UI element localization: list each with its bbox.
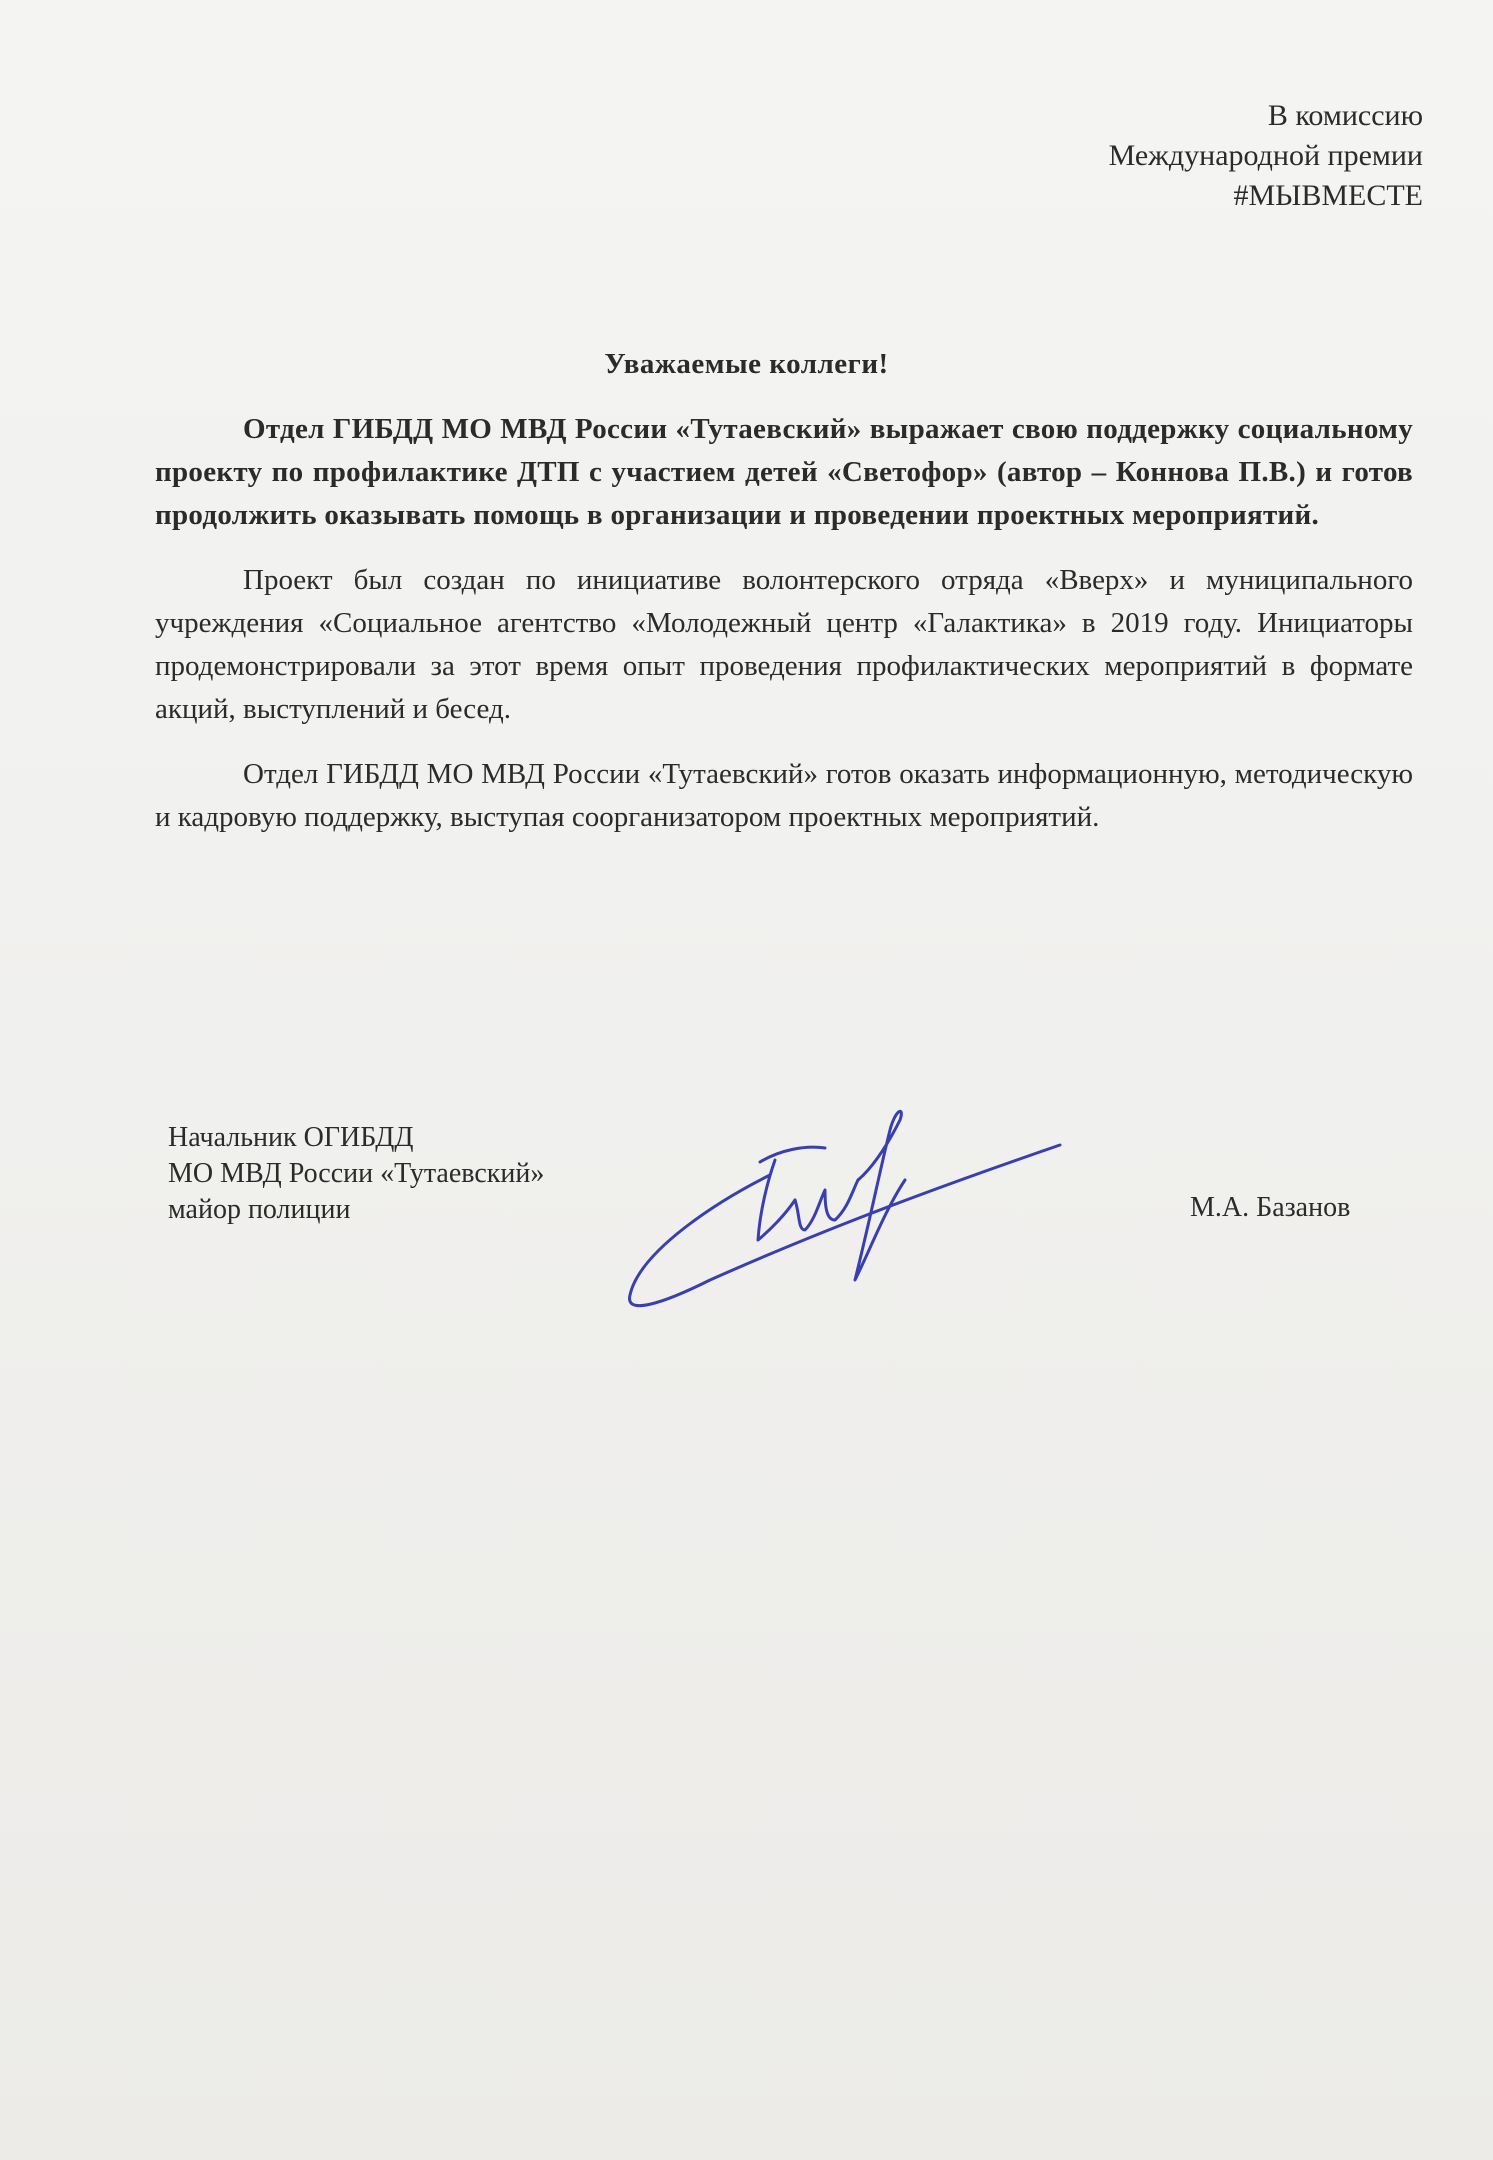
paragraph-offer: Отдел ГИБДД МО МВД России «Тутаевский» готов оказать информационную, методическую и кадровую поддержку, выступая соорганизатором проектных мероприятий. xyxy=(155,758,1413,833)
addressee-line-1: В комиссию xyxy=(1267,99,1423,132)
signature-loop-stroke xyxy=(630,1145,1060,1306)
signatory-name: М.А. Базанов xyxy=(1190,1192,1351,1223)
paragraph-support: Отдел ГИБДД МО МВД России «Тутаевский» выражает свою поддержку социальному проекту по профилактике ДТП с участием детей «Светофор» (автор – Коннова П.В.) и готов продолжить оказывать помощь в организации и проведении проектных мероприятий. xyxy=(155,413,1413,531)
handwritten-signature xyxy=(600,1080,1080,1330)
signatory-title-line-3: майор полиции xyxy=(168,1194,351,1225)
signature-letter-b xyxy=(758,1160,795,1240)
addressee-line-3: #МЫВМЕСТЕ xyxy=(1233,179,1423,212)
signatory-title-line-2: МО МВД России «Тутаевский» xyxy=(168,1158,545,1189)
signature-final-letter xyxy=(855,1111,905,1280)
signatory-title-block xyxy=(168,1120,544,1228)
letter-body xyxy=(155,408,1413,861)
addressee-block xyxy=(1109,96,1423,216)
addressee-line-2: Международной премии xyxy=(1108,139,1423,172)
signature-cap-stroke xyxy=(760,1147,825,1162)
salutation: Уважаемые коллеги! xyxy=(604,348,889,380)
paragraph-project-history: Проект был создан по инициативе волонтерского отряда «Вверх» и муниципального учреждения «Социальное агентство «Молодежный центр «Галактика» в 2019 году. Инициаторы продемонстрировали за этот время опыт проведения профилактических мероприятий в формате акций, выступлений и бесед. xyxy=(155,564,1413,725)
signatory-title-line-1: Начальник ОГИБДД xyxy=(168,1122,414,1153)
